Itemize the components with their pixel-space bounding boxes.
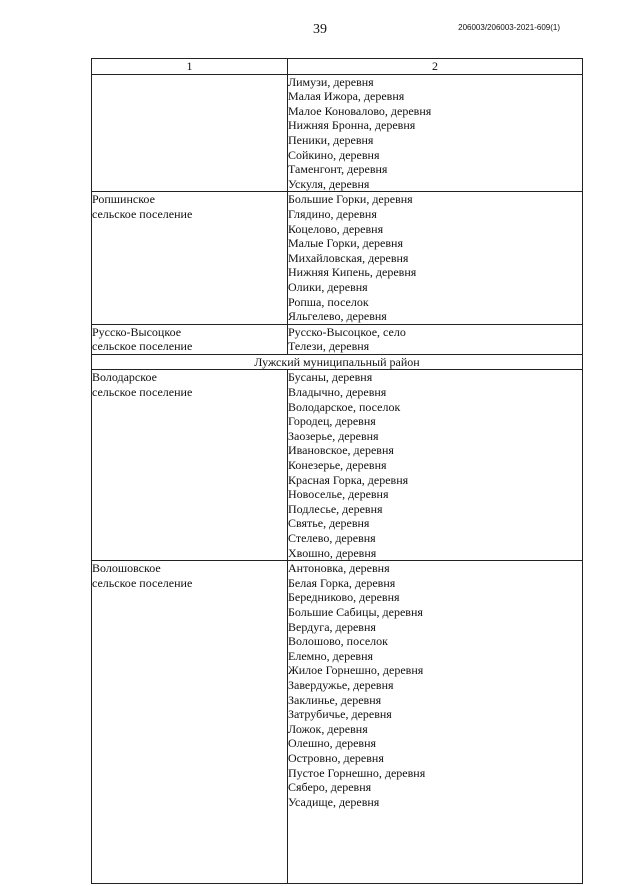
list-item: Ложок, деревня: [288, 721, 368, 736]
list-item: Ивановское, деревня: [288, 443, 394, 458]
list-item: Белая Горка, деревня: [288, 575, 396, 590]
list-item: Ускуля, деревня: [288, 176, 370, 191]
list-item: Лимузи, деревня: [288, 74, 374, 89]
list-item: Владычно, деревня: [288, 385, 387, 400]
list-item: Пустое Горнешно, деревня: [288, 765, 426, 780]
list-item: Бередниково, деревня: [288, 590, 400, 605]
list-item: Красная Горка, деревня: [288, 472, 409, 487]
document-code: 206003/206003-2021-609(1): [458, 23, 560, 32]
list-item: Русско-Высоцкое, село: [288, 324, 406, 339]
list-item: Заклинье, деревня: [288, 692, 382, 707]
localities-cell: [288, 324, 583, 354]
page-number: 39: [313, 22, 327, 37]
list-item: Малое Коновалово, деревня: [288, 103, 432, 118]
list-item: Большие Горки, деревня: [288, 192, 413, 207]
list-item: Усадище, деревня: [288, 794, 380, 809]
list-item: Нижняя Кипень, деревня: [288, 265, 417, 280]
settlements-table: [91, 58, 583, 884]
list-item: Яльгелево, деревня: [288, 309, 387, 324]
list-item: Большие Сабицы, деревня: [288, 604, 423, 619]
settlement-name: Ропшинское: [92, 192, 155, 207]
list-item: Стелево, деревня: [288, 531, 376, 545]
settlement-cell: [92, 561, 288, 884]
settlement-cell: [92, 370, 288, 561]
list-item: Волошово, поселок: [288, 634, 388, 649]
list-item: Елемно, деревня: [288, 648, 374, 663]
list-item: Затрубичье, деревня: [288, 707, 392, 722]
list-item: Володарское, поселок: [288, 399, 401, 414]
list-item: Жилое Горнешно, деревня: [288, 663, 424, 678]
list-item: Олешно, деревня: [288, 736, 377, 751]
list-item: Ропша, поселок: [288, 294, 369, 309]
localities-cell: [288, 192, 583, 324]
list-item: Островно, деревня: [288, 750, 384, 765]
list-item: Вердуга, деревня: [288, 619, 376, 634]
list-item: Завердужье, деревня: [288, 677, 394, 692]
district-heading: Лужский муниципальный район: [92, 354, 583, 370]
list-item: Пеники, деревня: [288, 132, 374, 147]
settlement-cell: [92, 324, 288, 354]
list-item: Телези, деревня: [288, 339, 370, 354]
settlement-name: Русско-Высоцкое: [92, 324, 182, 339]
list-item: Таменгонт, деревня: [288, 162, 388, 177]
list-item: Михайловская, деревня: [288, 250, 409, 265]
localities-cell: [288, 370, 583, 561]
list-item: Малая Ижора, деревня: [288, 89, 405, 104]
list-item: Хвошно, деревня: [288, 545, 377, 560]
list-item: Сойкино, деревня: [288, 147, 380, 162]
district-row: [92, 354, 583, 370]
localities-cell: [288, 561, 583, 884]
settlement-type: сельское поселение: [92, 385, 193, 400]
settlement-type: сельское поселение: [92, 339, 193, 354]
list-item: Коцелово, деревня: [288, 221, 384, 236]
list-item: Сяберо, деревня: [288, 780, 372, 795]
table-row: [92, 370, 583, 561]
list-item: Новоселье, деревня: [288, 487, 389, 502]
settlement-cell: [92, 74, 288, 192]
list-item: Подлесье, деревня: [288, 501, 383, 516]
list-item: Конезерье, деревня: [288, 458, 387, 473]
list-item: Антоновка, деревня: [288, 561, 390, 576]
settlement-type: сельское поселение: [92, 575, 193, 590]
column-header-1: 1: [92, 59, 288, 75]
table-row: [92, 192, 583, 324]
list-item: Глядино, деревня: [288, 206, 377, 221]
list-item: Городец, деревня: [288, 414, 376, 429]
table-row: [92, 561, 583, 884]
settlement-type: сельское поселение: [92, 206, 193, 221]
list-item: Олики, деревня: [288, 279, 368, 294]
settlement-name: Володарское: [92, 370, 157, 385]
list-item: Нижняя Бронна, деревня: [288, 118, 416, 133]
list-item: Бусаны, деревня: [288, 370, 373, 385]
table-row: [92, 324, 583, 354]
list-item: Заозерье, деревня: [288, 428, 379, 443]
table-row: [92, 74, 583, 192]
list-item: Святье, деревня: [288, 516, 370, 531]
localities-cell: [288, 74, 583, 192]
table-header-row: [92, 59, 583, 75]
column-header-2: 2: [288, 59, 583, 75]
settlement-cell: [92, 192, 288, 324]
list-item: Малые Горки, деревня: [288, 236, 403, 251]
settlement-name: Волошовское: [92, 561, 161, 576]
